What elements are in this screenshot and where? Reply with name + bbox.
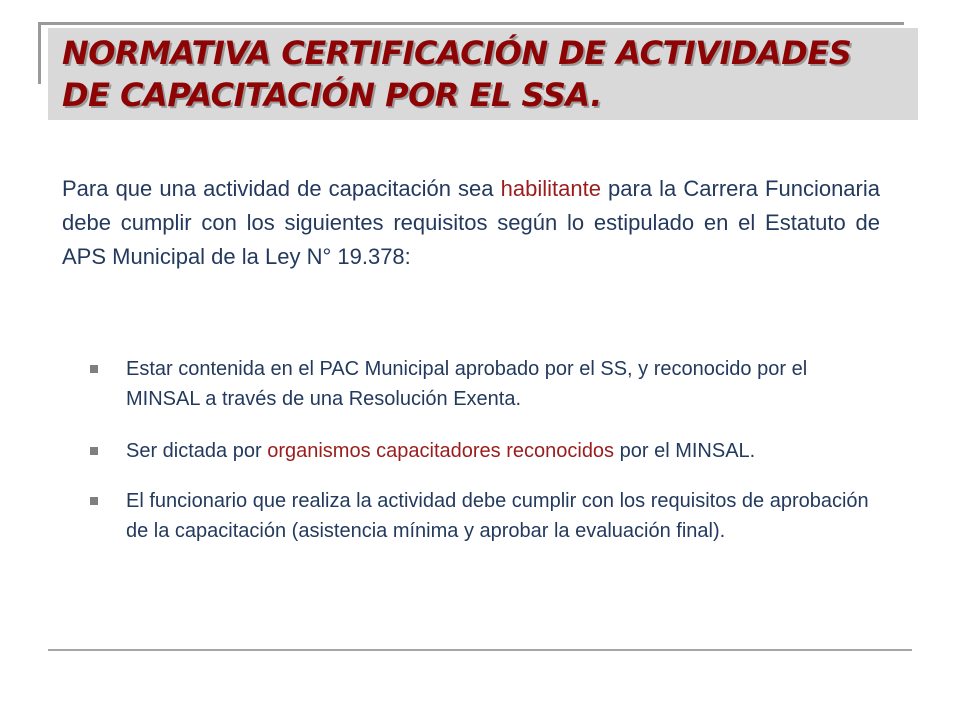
- requirement-item-1: [90, 354, 880, 414]
- intro-paragraph: [62, 172, 880, 274]
- requirement-item-2: [90, 436, 880, 466]
- left-accent-line: [38, 22, 41, 84]
- slide-title: [62, 32, 912, 116]
- top-divider-line: [38, 22, 904, 25]
- requirement-2-highlight: organismos capacitadores reconocidos: [267, 440, 615, 462]
- requirement-2-text-after: por el MINSAL.: [614, 440, 756, 462]
- requirement-3-text: El funcionario que realiza la actividad debe cumplir con los requisitos de aprobación de la capacitación (asistencia mínima y aprobar la evaluación final).: [126, 490, 869, 542]
- slide-title-line-2: DE CAPACITACIÓN POR EL SSA.: [62, 76, 602, 114]
- intro-text-after: para la Carrera Funcionaria debe cumplir con los siguientes requisitos según lo estipulado en el Estatuto de APS Municipal de la Ley N° 19.378:: [62, 176, 880, 269]
- square-bullet-icon: [90, 365, 98, 373]
- requirements-list: [90, 354, 880, 546]
- requirement-2-text: Ser dictada por: [126, 440, 268, 462]
- requirement-1-text: Estar contenida en el PAC Municipal aprobado por el SS, y reconocido por el MINSAL a través de una Resolución Exenta.: [126, 358, 808, 410]
- square-bullet-icon: [90, 497, 98, 505]
- intro-text-before: Para que una actividad de capacitación sea: [62, 176, 501, 201]
- slide-title-line-1: NORMATIVA CERTIFICACIÓN DE ACTIVIDADES: [62, 34, 852, 72]
- requirement-item-3: [90, 486, 880, 546]
- bottom-divider-line: [48, 649, 912, 651]
- square-bullet-icon: [90, 447, 98, 455]
- intro-highlight: habilitante: [500, 176, 601, 201]
